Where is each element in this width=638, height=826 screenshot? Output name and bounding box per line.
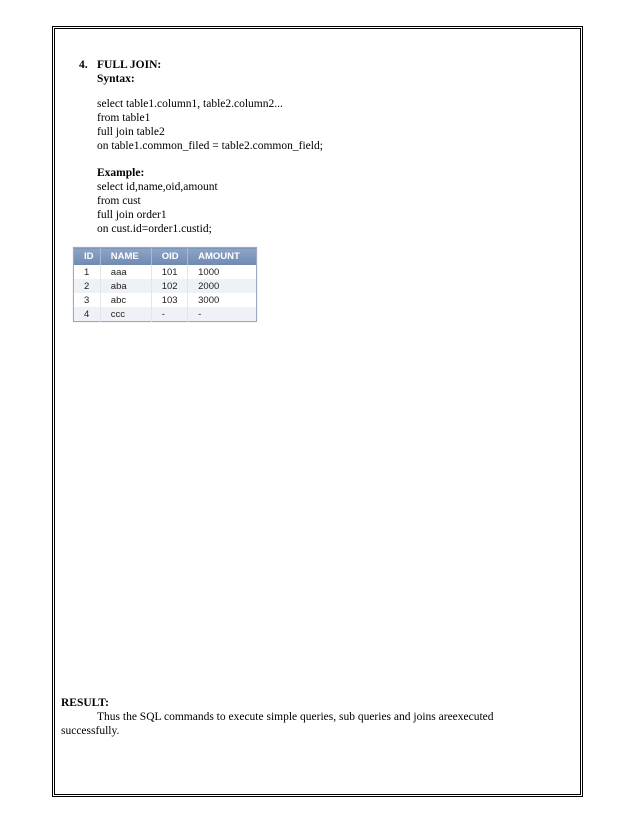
table-row: [74, 279, 257, 293]
section-title: FULL JOIN:: [97, 59, 162, 71]
syntax-line: on table1.common_filed = table2.common_field;: [97, 140, 323, 152]
table-cell: 4: [74, 307, 101, 322]
column-header-amount: AMOUNT: [188, 248, 257, 266]
table-cell: 101: [151, 265, 187, 279]
table-cell: aba: [100, 279, 151, 293]
example-line: full join order1: [97, 209, 167, 221]
query-result-table: [73, 247, 257, 322]
table-cell: abc: [100, 293, 151, 307]
example-label: Example:: [97, 167, 145, 179]
table-cell: 1000: [188, 265, 257, 279]
example-line: from cust: [97, 195, 141, 207]
table-cell: 2: [74, 279, 101, 293]
table-cell: -: [188, 307, 257, 322]
table-row: [74, 307, 257, 322]
result-label: RESULT:: [61, 697, 109, 709]
column-header-oid: OID: [151, 248, 187, 266]
table-header-row: [74, 248, 257, 266]
column-header-name: NAME: [100, 248, 151, 266]
table-cell: 2000: [188, 279, 257, 293]
example-line: on cust.id=order1.custid;: [97, 223, 212, 235]
section-number: 4.: [79, 59, 88, 71]
table-cell: 103: [151, 293, 187, 307]
table-row: [74, 293, 257, 307]
syntax-line: select table1.column1, table2.column2...: [97, 98, 283, 110]
syntax-line: full join table2: [97, 126, 165, 138]
table-row: [74, 265, 257, 279]
table-cell: 3: [74, 293, 101, 307]
result-text-line-1: Thus the SQL commands to execute simple queries, sub queries and joins areexecuted: [97, 711, 494, 723]
column-header-id: ID: [74, 248, 101, 266]
table-cell: 3000: [188, 293, 257, 307]
example-line: select id,name,oid,amount: [97, 181, 218, 193]
result-text-line-2: successfully.: [61, 725, 120, 737]
table-cell: 102: [151, 279, 187, 293]
syntax-label: Syntax:: [97, 73, 135, 85]
table-cell: ccc: [100, 307, 151, 322]
table-cell: aaa: [100, 265, 151, 279]
table-cell: 1: [74, 265, 101, 279]
syntax-line: from table1: [97, 112, 151, 124]
table-cell: -: [151, 307, 187, 322]
